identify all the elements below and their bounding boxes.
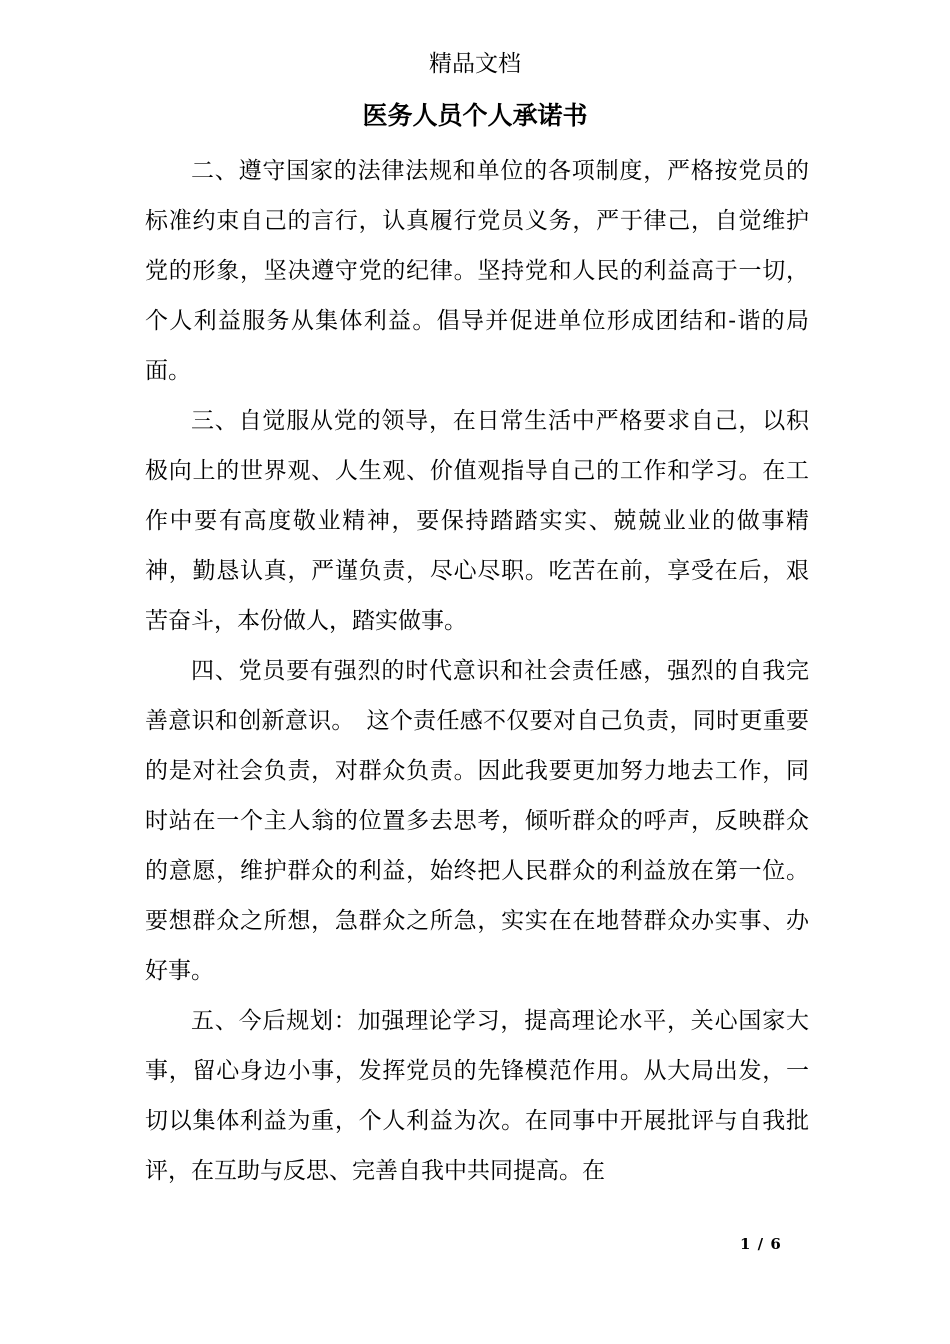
- document-title: 医务人员个人承诺书: [362, 101, 588, 130]
- paragraph-5: 五、今后规划：加强理论学习，提高理论水平，关心国家大事，留心身边小事，发挥党员的先锋模范作用。从大局出发，一切以集体利益为重，个人利益为次。在同事中开展批评与自我批评，在互助与反思、完善自我中共同提高。在: [145, 1008, 809, 1184]
- page-number: 1 / 6: [740, 1235, 782, 1253]
- page-header: 精品文档: [429, 51, 521, 77]
- paragraph-3: 三、自觉服从党的领导，在日常生活中严格要求自己，以积极向上的世界观、人生观、价值观指导自己的工作和学习。在工作中要有高度敬业精神，要保持踏踏实实、兢兢业业的做事精神，勤恳认真，严谨负责，尽心尽职。吃苦在前，享受在后，艰苦奋斗，本份做人，踏实做事。: [145, 408, 809, 634]
- document-body: [145, 146, 809, 1196]
- paragraph-2: 二、遵守国家的法律法规和单位的各项制度，严格按党员的标准约束自己的言行，认真履行党员义务，严于律己，自觉维护党的形象，坚决遵守党的纪律。坚持党和人民的利益高于一切，个人利益服务从集体利益。倡导并促进单位形成团结和-谐的局面。: [145, 158, 809, 384]
- paragraph-4: 四、党员要有强烈的时代意识和社会责任感，强烈的自我完善意识和创新意识。 这个责任感不仅要对自己负责，同时更重要的是对社会负责，对群众负责。因此我要更加努力地去工作，同时站在一个主人翁的位置多去思考，倾听群众的呼声，反映群众的意愿，维护群众的利益，始终把人民群众的利益放在第一位。要想群众之所想，急群众之所急，实实在在地替群众办实事、办好事。: [145, 658, 809, 984]
